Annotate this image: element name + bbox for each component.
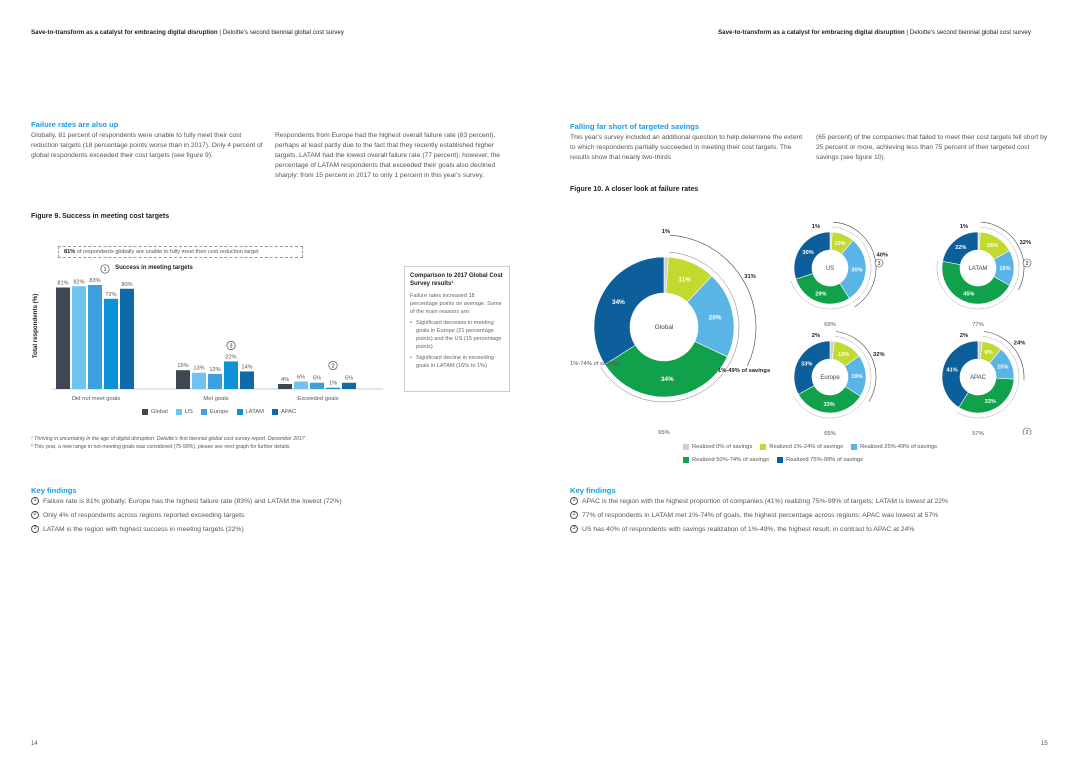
donut-center-label: Global — [654, 324, 674, 331]
bar-category-label: Did not meet goals — [71, 396, 121, 402]
right-finding-3: 3 US has 40% of respondents with savings realization of 1%-49%, the highest result, in contrast to APAC at 24% — [570, 525, 914, 533]
donut-slice-label: 33% — [823, 401, 835, 408]
legend-item: Realized 0% of savings — [683, 444, 752, 450]
comparison-intro: Failure rates increased 18 percentage points on average. Some of the main reasons are: — [410, 293, 502, 315]
donut-annotation-marker — [1023, 259, 1031, 267]
donut-bottom-label: 57% — [972, 431, 984, 435]
right-finding-1: 1 APAC is the region with the highest proportion of companies (41%) realizing 75%-99% of targets; LATAM is lowest at 22% — [570, 497, 948, 505]
svg-text:1: 1 — [103, 267, 107, 273]
legend-item: Realized 25%-49% of savings — [851, 444, 937, 450]
legend-item: Realized 50%-74% of savings — [683, 457, 769, 463]
comparison-title: Comparison to 2017 Global Cost Survey results¹ — [410, 273, 503, 287]
bar-legend-item: Global — [142, 409, 168, 415]
bar-value-label: 12% — [209, 366, 221, 373]
donut-bottom-label: 65% — [658, 430, 670, 435]
donut-slice-label: 33% — [801, 361, 813, 368]
comparison-callout — [404, 266, 510, 392]
donut-outer-label: 40% — [876, 252, 889, 259]
footnote-1: ¹ Thriving in uncertainty in the age of digital disruption: Deloitte's first biennial global cost survey report, December 2017 — [31, 436, 305, 442]
left-body-col1: Globally, 81 percent of respondents were unable to fully meet their cost reduction targets (18 percentage points worse than in 2017). Only 4 percent of global respondents exceeded their cost targets (see figure 9). — [31, 132, 263, 159]
bar — [192, 373, 206, 389]
footnote-2: ² This year, a new range in not-meeting goals was considered (75-99%), please see next graph for further details. — [31, 444, 291, 450]
bar — [278, 384, 292, 389]
global-right-annotation: 1%-49% of savings — [718, 368, 771, 374]
svg-text:2: 2 — [331, 363, 335, 370]
right-body-col1: This year's survey included an additional question to help determine the extent to which respondents partially succeeded in meeting their cost targets. The results show that nearly two-thirds — [570, 134, 803, 161]
bar-value-label: 13% — [193, 365, 205, 372]
donut-slice — [959, 378, 1014, 413]
donut-center-label: US — [825, 266, 835, 272]
bar-value-label: 83% — [89, 278, 101, 284]
donut-slice-label: 33% — [984, 399, 996, 406]
annotation-marker — [101, 265, 109, 273]
donut-slice — [796, 274, 850, 304]
figure-10-title: Figure 10. A closer look at failure rates — [570, 186, 699, 193]
bar-value-label: 5% — [312, 375, 322, 382]
figure-9-title: Figure 9. Success in meeting cost targets — [31, 213, 170, 220]
donut-slice-label: 10% — [834, 240, 846, 247]
donut-slice-label: 13% — [838, 351, 850, 358]
bar-value-label: 22% — [225, 354, 237, 361]
left-finding-3: 3 LATAM is the region with highest success in meeting targets (22%) — [31, 525, 244, 533]
donut-bottom-label: 77% — [972, 322, 984, 328]
donut-slice-label: 34% — [612, 298, 625, 306]
legend-item: Realized 1%-24% of savings — [760, 444, 843, 450]
donut-slice-label: 20% — [708, 314, 722, 322]
donut-center-label: LATAM — [968, 266, 988, 272]
bar-legend-item: Europe — [201, 409, 229, 415]
bar-value-label: 5% — [344, 375, 354, 382]
donut-slice-label: 15% — [997, 364, 1009, 371]
donut-bottom-label: 69% — [824, 322, 836, 328]
donut-slice-label: 34% — [660, 375, 674, 383]
donut-slice-label: 30% — [851, 267, 863, 274]
donut-top-label: 1% — [661, 229, 671, 235]
left-finding-1: 1 Failure rate is 81% globally; Europe has the highest failure rate (83%) and LATAM the lowest (72%) — [31, 497, 342, 505]
figure-10-legend-row-2 — [683, 457, 871, 463]
svg-text:3: 3 — [877, 261, 881, 267]
legend-item: Realized 75%-99% of savings — [777, 457, 863, 463]
figure-10-legend-row-1 — [683, 444, 945, 450]
donut-slice-label: 29% — [815, 291, 827, 298]
svg-text:2: 2 — [1025, 430, 1029, 435]
left-finding-2: 2 Only 4% of respondents across regions reported exceeding targets — [31, 511, 244, 519]
bar — [310, 383, 324, 389]
donut-us — [791, 222, 888, 328]
right-page-number: 15 — [1041, 741, 1048, 747]
bar — [224, 361, 238, 389]
donut-top-label: 2% — [811, 333, 821, 339]
svg-text:3: 3 — [229, 343, 233, 350]
donut-slice-label: 22% — [955, 245, 967, 252]
comparison-bullet: • Significant decrease in meeting goals in Europe (21 percentage points) and the US (15 percentage points) — [410, 320, 502, 350]
donut-apac — [942, 331, 1031, 435]
donut-slice — [794, 341, 830, 394]
left-key-findings-title: Key findings — [31, 486, 77, 495]
bar-value-label: 14% — [241, 364, 253, 371]
bar — [208, 374, 222, 389]
donut-slice-label: 11% — [678, 276, 691, 284]
bar-value-label: 72% — [105, 291, 117, 298]
donut-outer-label: 31% — [744, 274, 756, 281]
bar — [56, 288, 70, 389]
bar-legend-item: US — [176, 409, 193, 415]
bar-legend-item: LATAM — [237, 409, 264, 415]
donut-outer-label: 32% — [873, 352, 885, 359]
figure-9-banner: 81% of respondents globally are unable to fully meet their cost reduction target — [58, 246, 303, 258]
right-finding-2: 2 77% of respondents in LATAM met 1%-74% of goals, the highest percentage across regions; APAC was lowest at 57% — [570, 511, 938, 519]
bar — [342, 383, 356, 389]
bar-value-label: 81% — [57, 280, 69, 287]
right-body-col2: (65 percent) of the companies that failed to meet their cost targets fell short by 25 percent or more, achieving less than 75 percent of their targeted cost savings (see figure 10). — [816, 134, 1048, 161]
left-body-col2: Respondents from Europe had the highest overall failure rate (83 percent), perhaps at least partly due to the fact that they recently established higher targets. LATAM had the lowest overall failure rate (77 percent); however, the percentage of LATAM respondents that exceeded their goals also declined sharply: from 15 percent in 2017 to only 1 percent in this year's survey. — [275, 132, 501, 179]
svg-text:2: 2 — [1025, 261, 1029, 267]
right-key-findings-title: Key findings — [570, 486, 616, 495]
donut-top-label: 1% — [811, 224, 821, 230]
donut-annotation-marker — [875, 259, 883, 267]
bar — [176, 370, 190, 389]
donut-outer-label: 32% — [1019, 239, 1032, 246]
donut-slice-label: 41% — [946, 367, 958, 374]
donut-slice-label: 45% — [963, 291, 975, 298]
comparison-bullet: • Significant decline in exceeding goals in LATAM (16% to 1%) — [410, 355, 495, 369]
bar-category-label: Met goals — [203, 396, 229, 402]
donut-slice-label: 9% — [984, 350, 993, 357]
bar-value-label: 80% — [121, 281, 133, 288]
donut-global — [594, 229, 756, 435]
donut-slice-label: 16% — [999, 266, 1011, 272]
donut-latam — [937, 222, 1031, 328]
bar — [88, 285, 102, 389]
bar-value-label: 4% — [280, 376, 290, 383]
donut-annotation-marker — [1023, 428, 1031, 435]
bar — [120, 289, 134, 389]
bar — [72, 286, 86, 389]
left-page-number: 14 — [31, 741, 38, 747]
bar-chart-title: Success in meeting targets — [115, 265, 193, 271]
bar — [104, 299, 118, 389]
donut-slice — [594, 257, 664, 365]
bar-category-label: Exceeded goals — [297, 396, 339, 402]
donut-slice-label: 19% — [851, 374, 863, 381]
donut-slice-label: 16% — [986, 243, 999, 250]
bar — [294, 381, 308, 389]
annotation-marker — [227, 341, 235, 349]
figure-10-donut-charts — [560, 200, 1060, 435]
bar-chart-y-label: Total respondents (%) — [32, 293, 39, 359]
bar-value-label: 15% — [177, 363, 189, 370]
global-left-annotation: 1%-74% of savings — [570, 361, 620, 367]
left-running-header: Save-to-transform as a catalyst for embracing digital disruption | Deloitte's second biennial global cost survey — [31, 29, 344, 36]
figure-9-bar-chart — [28, 258, 398, 426]
bar-value-label: 6% — [296, 374, 306, 381]
donut-bottom-label: 65% — [824, 431, 836, 435]
bar — [326, 388, 340, 389]
donut-top-label: 1% — [959, 224, 969, 230]
bar — [240, 371, 254, 389]
donut-center-label: Europe — [820, 375, 840, 381]
right-running-header: Save-to-transform as a catalyst for embracing digital disruption | Deloitte's second biennial global cost survey — [718, 29, 1031, 36]
right-section-title: Falling far short of targeted savings — [570, 122, 700, 131]
donut-center-label: APAC — [970, 375, 986, 381]
figure-9-legend — [142, 409, 304, 415]
donut-top-label: 2% — [959, 333, 969, 339]
bar-value-label: 1% — [328, 380, 338, 387]
annotation-marker — [329, 361, 337, 369]
left-section-title: Failure rates are also up — [31, 120, 119, 129]
bar-value-label: 82% — [73, 279, 85, 286]
donut-outer-label: 24% — [1013, 340, 1026, 347]
donut-europe — [794, 331, 885, 435]
donut-slice-label: 30% — [802, 250, 814, 257]
bar-legend-item: APAC — [272, 409, 296, 415]
